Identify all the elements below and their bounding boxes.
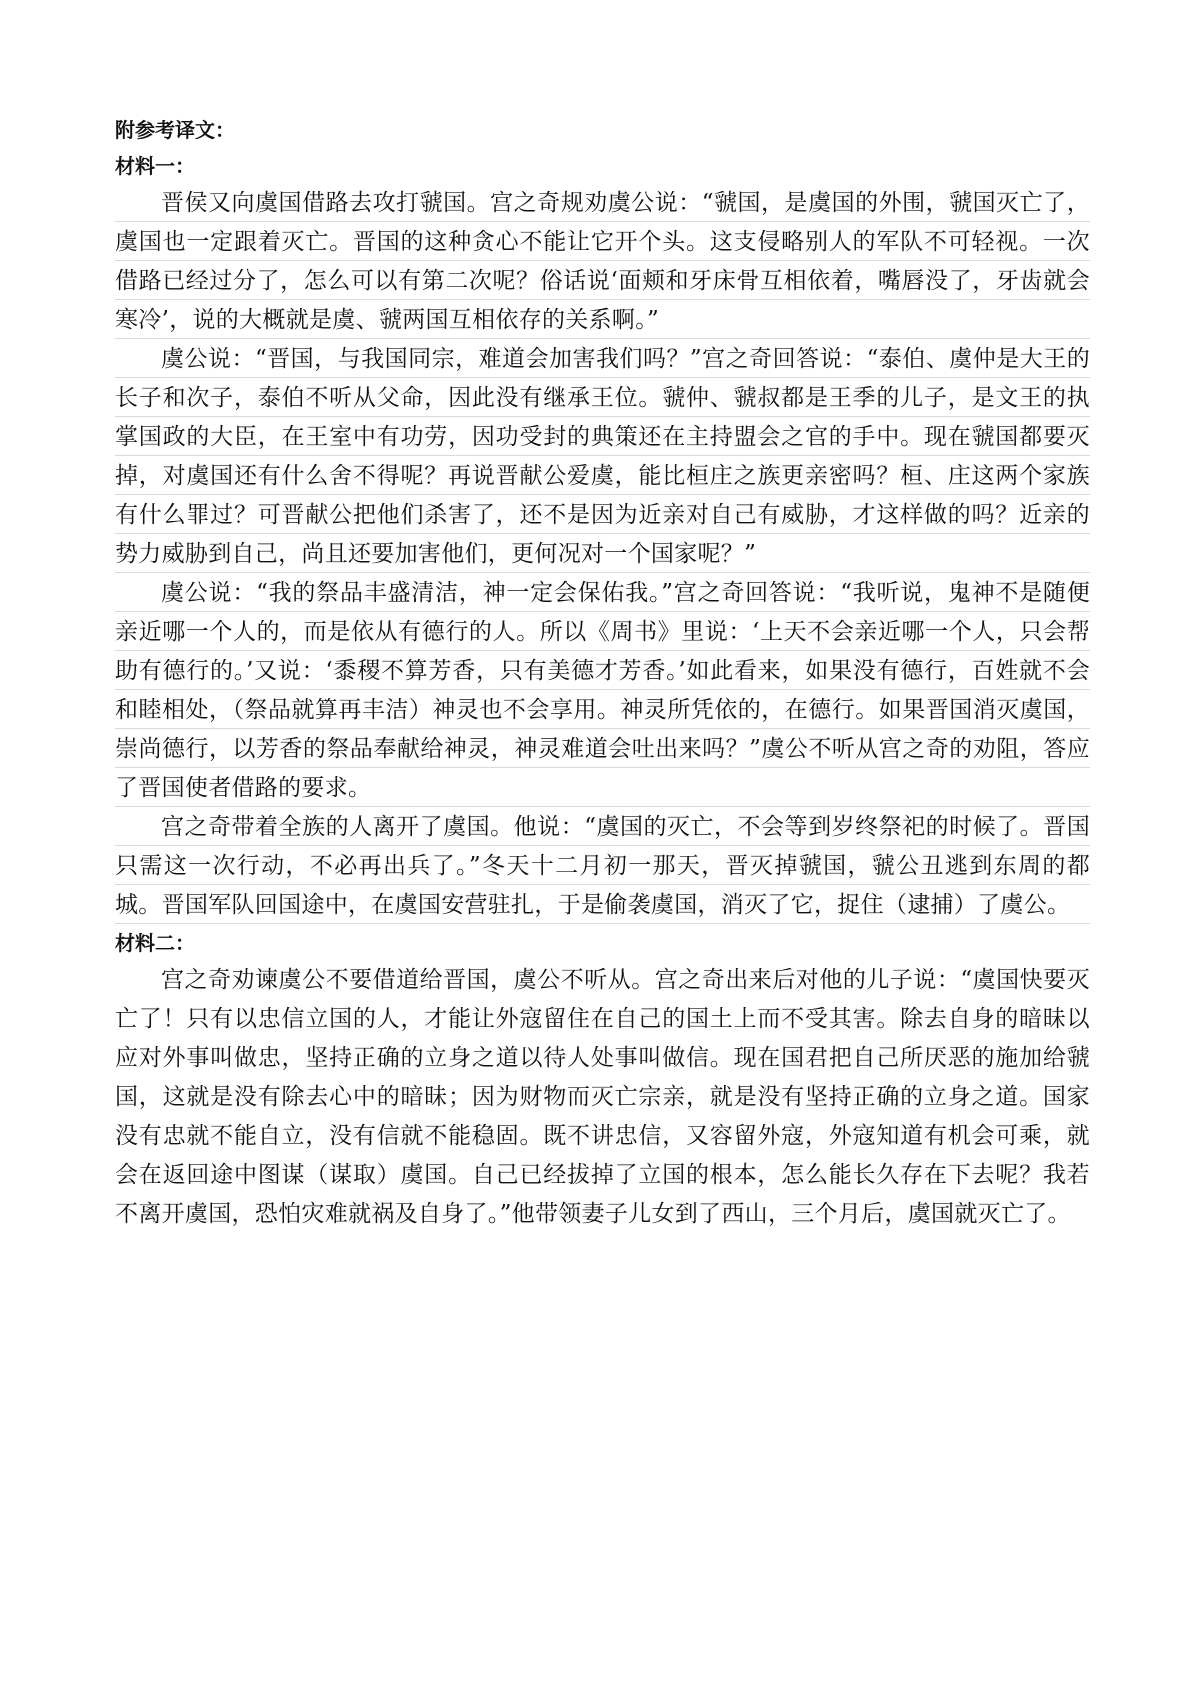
material-two-label: 材料二： (115, 931, 195, 955)
material-one-paragraph-4: 宫之奇带着全族的人离开了虞国。他说：“虞国的灭亡，不会等到岁终祭祀的时候了。晋国只需这一次行动，不必再出兵了。”冬天十二月初一那天，晋灭掉虢国，虢公丑逃到东周的都城。晋国军队回国途中，在虞国安营驻扎，于是偷袭虞国，消灭了它，捉住（逮捕）了虞公。 (115, 808, 1090, 925)
document-page (115, 112, 1090, 1234)
material-one-label: 材料一： (115, 154, 195, 178)
material-one-paragraph-1: 晋侯又向虞国借路去攻打虢国。宫之奇规劝虞公说：“虢国，是虞国的外围，虢国灭亡了，虞国也一定跟着灭亡。晋国的这种贪心不能让它开个头。这支侵略别人的军队不可轻视。一次借路已经过分了，怎么可以有第二次呢？俗话说‘面颊和牙床骨互相依着，嘴唇没了，牙齿就会寒冷’，说的大概就是虞、虢两国互相依存的关系啊。” (115, 184, 1090, 340)
material-two-section (115, 961, 1090, 1234)
material-one-paragraph-3: 虞公说：“我的祭品丰盛清洁，神一定会保佑我。”宫之奇回答说：“我听说，鬼神不是随便亲近哪一个人的，而是依从有德行的人。所以《周书》里说：‘上天不会亲近哪一个人，只会帮助有德行的。’又说：‘黍稷不算芳香，只有美德才芳香。’如此看来，如果没有德行，百姓就不会和睦相处，（祭品就算再丰洁）神灵也不会享用。神灵所凭依的，在德行。如果晋国消灭虞国，崇尚德行，以芳香的祭品奉献给神灵，神灵难道会吐出来吗？”虞公不听从宫之奇的劝阻，答应了晋国使者借路的要求。 (115, 574, 1090, 808)
material-one-paragraph-2: 虞公说：“晋国，与我国同宗，难道会加害我们吗？”宫之奇回答说：“泰伯、虞仲是大王的长子和次子，泰伯不听从父命，因此没有继承王位。虢仲、虢叔都是王季的儿子，是文王的执掌国政的大臣，在王室中有功劳，因功受封的典策还在主持盟会之官的手中。现在虢国都要灭掉，对虞国还有什么舍不得呢？再说晋献公爱虞，能比桓庄之族更亲密吗？桓、庄这两个家族有什么罪过？可晋献公把他们杀害了，还不是因为近亲对自己有威胁，才这样做的吗？近亲的势力威胁到自己，尚且还要加害他们，更何况对一个国家呢？” (115, 340, 1090, 574)
material-one-section (115, 184, 1090, 925)
material-two-paragraph-1: 宫之奇劝谏虞公不要借道给晋国，虞公不听从。宫之奇出来后对他的儿子说：“虞国快要灭亡了！只有以忠信立国的人，才能让外寇留住在自己的国土上而不受其害。除去自身的暗昧以应对外事叫做忠，坚持正确的立身之道以待人处事叫做信。现在国君把自己所厌恶的施加给虢国，这就是没有除去心中的暗昧；因为财物而灭亡宗亲，就是没有坚持正确的立身之道。国家没有忠就不能自立，没有信就不能稳固。既不讲忠信，又容留外寇，外寇知道有机会可乘，就会在返回途中图谋（谋取）虞国。自己已经拔掉了立国的根本，怎么能长久存在下去呢？我若不离开虞国，恐怕灾难就祸及自身了。”他带领妻子儿女到了西山，三个月后，虞国就灭亡了。 (115, 967, 1090, 1227)
document-title: 附参考译文： (115, 118, 235, 142)
